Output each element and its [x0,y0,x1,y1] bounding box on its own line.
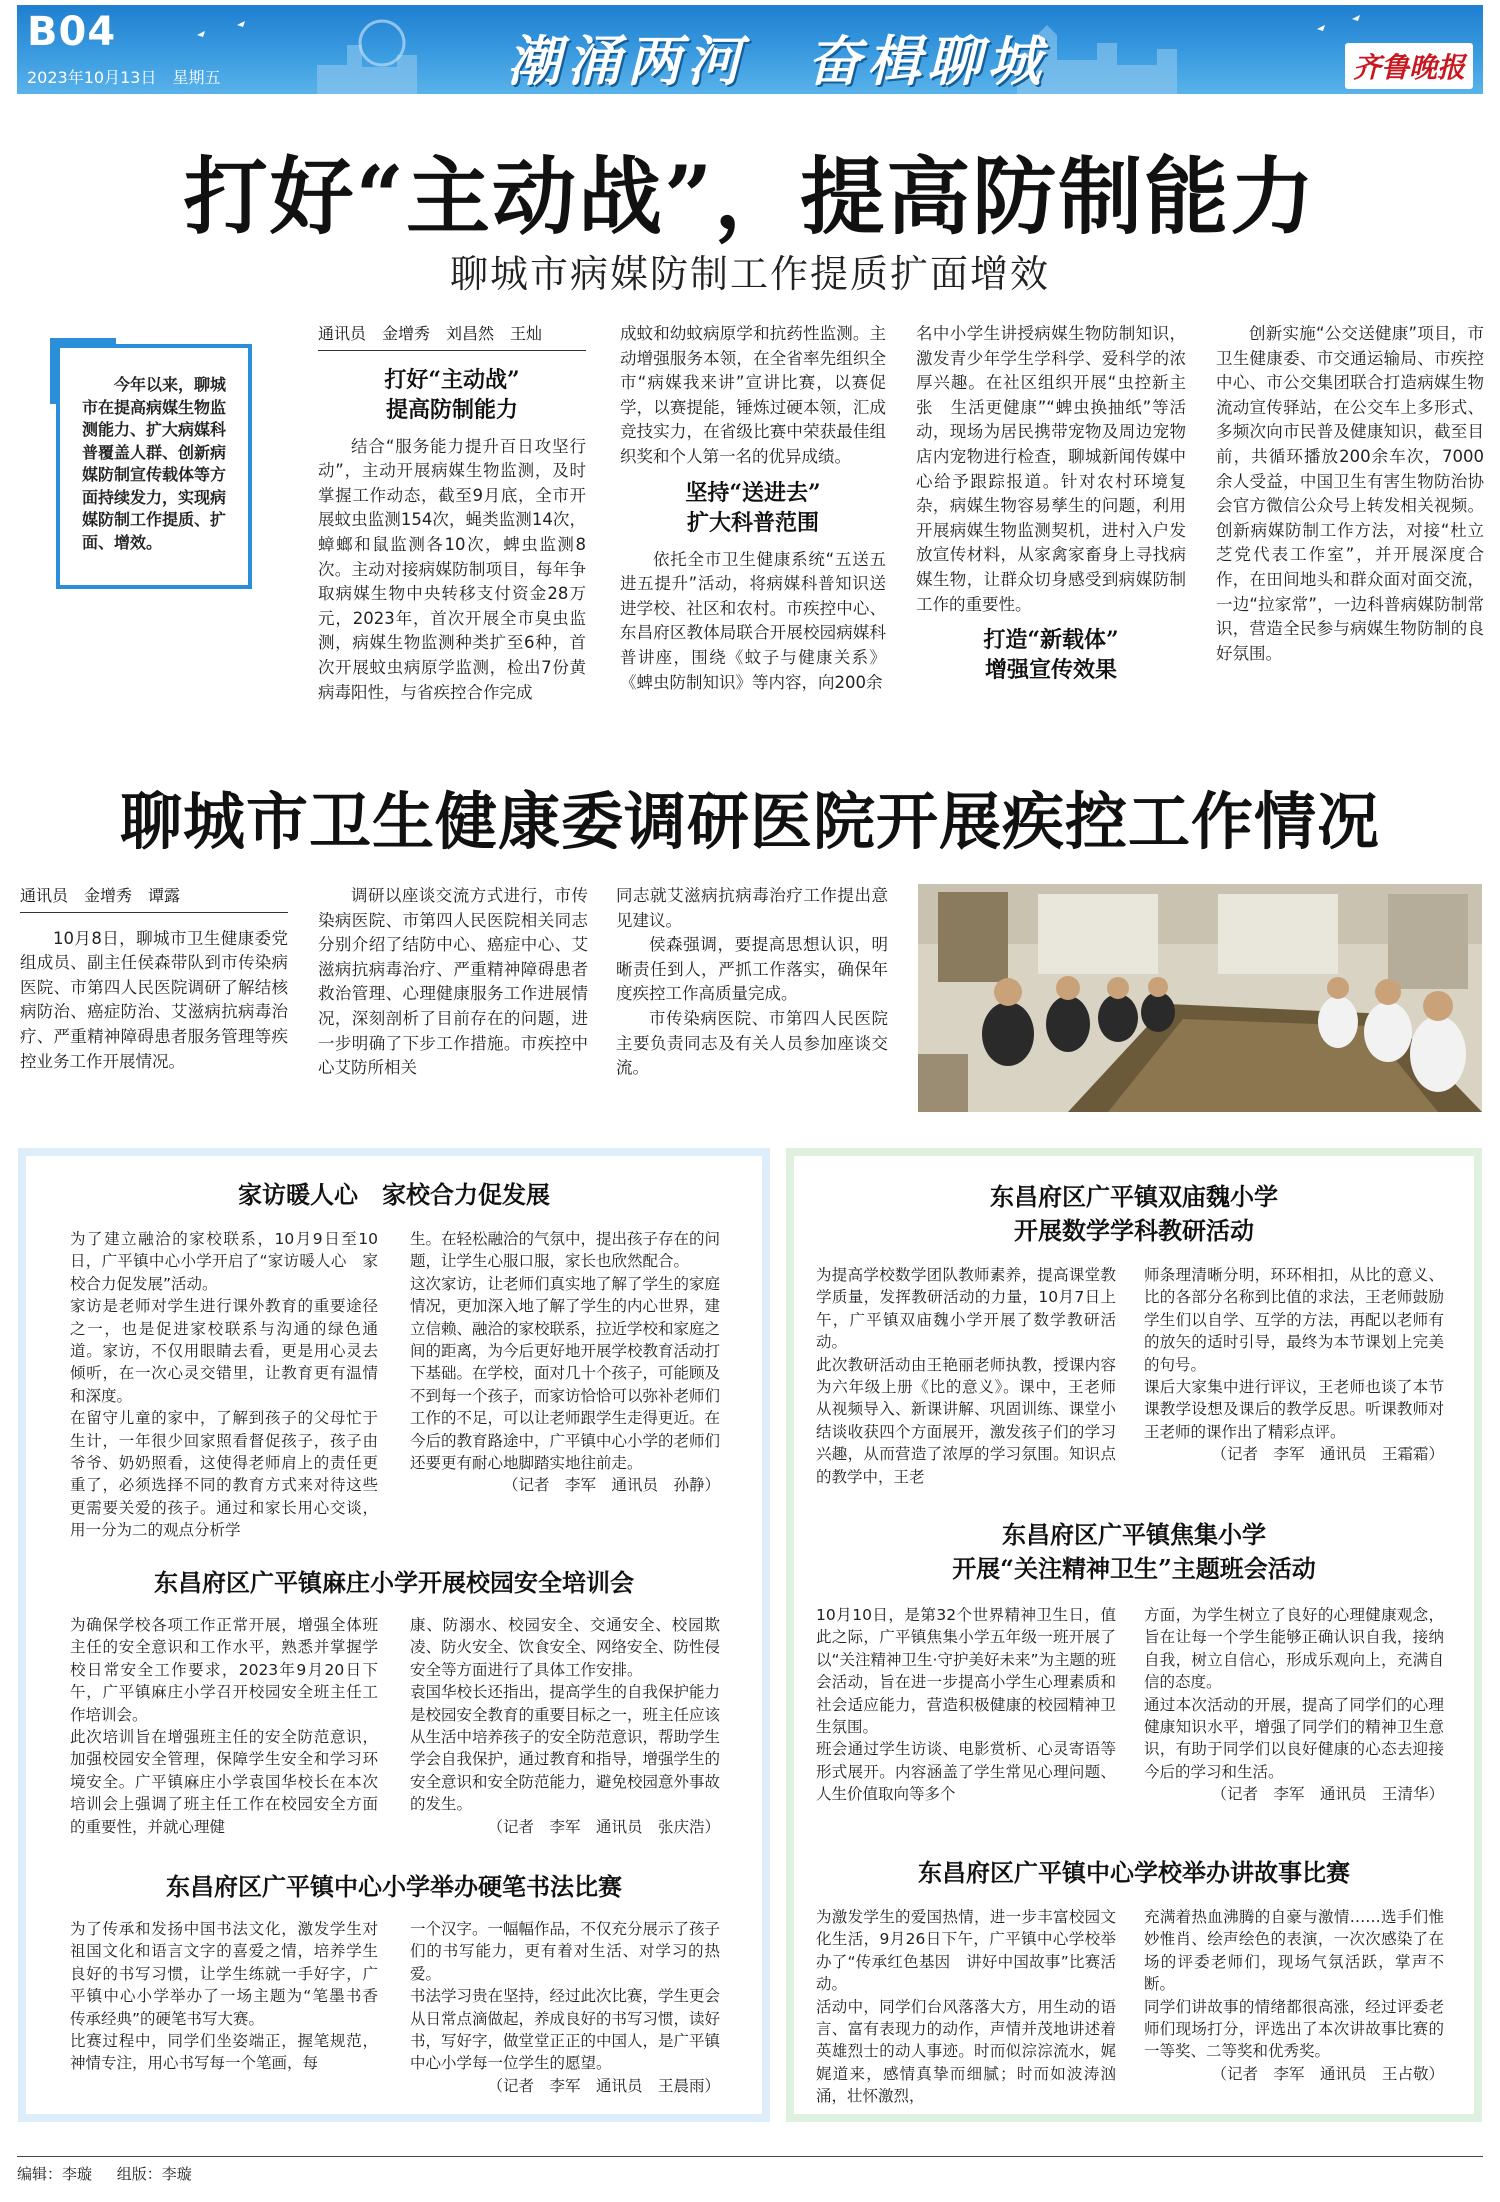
article2-column-3 [616,884,888,1081]
right-article-2-title: 东昌府区广平镇焦集小学 开展“关注精神卫生”主题班会活动 [952,1520,1316,1583]
right-news-box [786,1148,1482,2122]
editor-credit: 编辑：李璇 [17,2165,93,2183]
left-news-box-inner [26,1156,762,2114]
left-article-3-column-2 [410,1918,720,2097]
right-article-2-column-2 [1144,1604,1444,1806]
left-article-2-text: 康、防溺水、校园安全、交通安全、校园欺凌、防火安全、饮食安全、网络安全、防性侵安全等方面进行了具体工作安排。 袁国华校长还指出，提高学生的自我保护能力是校园安全教育的重要目标之一，班主任应该从生活中培养孩子的安全防范意识，帮助学生学会自我保护，通过教育和指导，增强学生的安全意识和安全防范能力，避免校园意外事故的发生。 [410,1616,721,1814]
right-article-1-column-2 [1144,1264,1444,1466]
article1-paragraph: 成蚊和幼蚊病原学和抗药性监测。主动增强服务本领，在全省率先组织全市“病媒我来讲”宣讲比赛，以赛促学，以赛提能，锤炼过硬本领，汇成竞技实力，在省级比赛中荣获最佳组织奖和个人第一名的优异成绩。 [620,324,886,466]
right-article-3-text: 充满着热血沸腾的自豪与激情……选手们惟妙惟肖、绘声绘色的表演，一次次感染了在场的评委老师们，现场气氛活跃，掌声不断。 同学们讲故事的情绪都很高涨，经过评委老师们现场打分，评选出了本次讲故事比赛的一等奖、二等奖和优秀奖。 [1144,1908,1444,2061]
lead-summary-box [56,344,252,589]
article1-byline: 通讯员 金增秀 刘昌然 王灿 [318,322,586,351]
left-article-1-signature: （记者 李军 通讯员 孙静） [502,1476,720,1495]
right-article-1-column-1: 为提高学校数学团队教师素养，提高课堂教学质量，发挥教研活动的力量，10月7日上午，广平镇双庙魏小学开展了数学教研活动。 此次教研活动由王艳丽老师执教，授课内容为六年级上册《比的意义》。课中，王老师从视频导入、新课讲解、巩固训练、课堂小结谈收获四个方面展开，激发孩子们的学习兴趣，从而营造了浓厚的学习氛围。知识点的教学中，王老 [816,1266,1116,1486]
right-article-2-column-1: 10月10日，是第32个世界精神卫生日，值此之际，广平镇焦集小学五年级一班开展了以“关注精神卫生·守护美好未来”为主题的班会活动，旨在进一步提高小学生心理素质和社会适应能力，营造积极健康的校园精神卫生氛围。 班会通过学生访谈、电影赏析、心灵寄语等形式展开。内容涵盖了学生常见心理问题、人生价值取向等多个 [816,1606,1116,1804]
right-article-2-signature: （记者 李军 通讯员 王清华） [1211,1785,1444,1804]
left-article-2-title: 东昌府区广平镇麻庄小学开展校园安全培训会 [154,1568,634,1597]
article1-subheading-3: 打造“新载体” 增强宣传效果 [983,627,1119,684]
headline-main: 打好“主动战”，提高防制能力 [183,147,1317,246]
left-article-1-column-2 [410,1228,720,1497]
right-article-3-column-1: 为激发学生的爱国热情，进一步丰富校园文化生活，9月26日下午，广平镇中心学校举办了“传承红色基因 讲好中国故事”比赛活动。 活动中，同学们台风落落大方，用生动的语言、富有表现力的动作，声情并茂地讲述着英雄烈士的动人事迹。时而似淙淙流水，娓娓道来，感情真挚而细腻；时而如波涛汹涌，壮怀激烈， [816,1908,1116,2106]
left-article-3-title: 东昌府区广平镇中心小学举办硬笔书法比赛 [166,1872,622,1901]
left-article-1-text: 生。在轻松融洽的气氛中，提出孩子存在的问题，让学生心服口服，家长也欣然配合。 这次家访，让老师们真实地了解了学生的家庭情况，更加深入地了解了学生的内心世界，建立信赖、融洽的家校联系，拉近学校和家庭之间的距离，为今后更好地开展学校教育活动打下基础。在学校，面对几十个孩子，可能顾及不到每一个孩子，而家访恰恰可以弥补老师们工作的不足，可以让老师跟学生走得更近。在今后的教育路途中，广平镇中心小学的老师们还要更有耐心地脚踏实地往前走。 [410,1230,721,1473]
article2-paragraph: 同志就艾滋病抗病毒治疗工作提出意见建议。 [616,886,888,930]
article1-column-2 [620,322,886,695]
left-article-2-column-1: 为确保学校各项工作正常开展，增强全体班主任的安全意识和工作水平，熟悉并掌握学校日常安全工作要求，2023年9月20日下午，广平镇麻庄小学召开校园安全班主任工作培训会。 此次培训旨在增强班主任的安全防范意识，加强校园安全管理，保障学生安全和学习环境安全。广平镇麻庄小学袁国华校长在本次培训会上强调了班主任工作在校园安全方面的重要性，并就心理健 [70,1616,378,1836]
article1-column-3 [916,322,1186,695]
article1-paragraph: 创新实施“公交送健康”项目，市卫生健康委、市交通运输局、市疾控中心、市公交集团联合打造病媒生物流动宣传驿站，在公交车上多形式、多频次向市民普及健康知识，截至目前，共循环播放200余车次，7000余人受益，中国卫生有害生物防治协会官方微信公众号上转发相关视频。创新病媒防制工作方法，对接“杜立芝党代表工作室”，并开展深度合作，在田间地头和群众面对面交流，一边“拉家常”，一边科普病媒防制常识，营造全民参与病媒生物防制的良好氛围。 [1216,324,1484,663]
article1-paragraph: 依托全市卫生健康系统“五送五进五提升”活动，将病媒科普知识送进学校、社区和农村。市疾控中心、东昌府区教体局联合开展校园病媒科普讲座，围绕《蚊子与健康关系》《蜱虫防制知识》等内容，向200余 [620,549,886,692]
left-article-2-column-2 [410,1614,720,1838]
right-article-1-signature: （记者 李军 通讯员 王霜霜） [1211,1445,1444,1464]
article1-paragraph: 名中小学生讲授病媒生物防制知识，激发青少年学生学科学、爱科学的浓厚兴趣。在社区组织开展“虫控新主张 生活更健康”“蜱虫换抽纸”等活动，现场为居民携带宠物及周边宠物店内宠物进行检查，聊城新闻传媒中心给予跟踪报道。针对农村环境复杂，病媒生物容易孳生的问题，利用开展病媒生物监测契机，进村入户发放宣传材料，从家禽家畜身上寻找病媒生物，让群众切身感受到病媒防制工作的重要性。 [916,324,1186,614]
left-article-2-signature: （记者 李军 通讯员 张庆浩） [487,1817,720,1836]
article1-column-1 [318,322,586,705]
article1-subheading-2: 坚持“送进去” 扩大科普范围 [685,479,821,536]
masthead-band [17,5,1483,94]
left-article-3-text: 一个汉字。一幅幅作品，不仅充分展示了孩子们的书写能力，更有着对生活、对学习的热爱。 书法学习贵在坚持，经过此次比赛，学生更会从日常点滴做起，养成良好的书写习惯，读好书，写好字，做堂堂正正的中国人，是广平镇中心小学每一位学生的愿望。 [410,1920,721,2073]
article2-paragraph: 10月8日，聊城市卫生健康委党组成员、副主任侯森带队到市传染病医院、市第四人民医院调研了解结核病防治、癌症防治、艾滋病抗病毒治疗、严重精神障碍患者服务管理等疾控业务工作开展情况。 [20,928,288,1071]
right-article-3-signature: （记者 李军 通讯员 王占敬） [1211,2064,1444,2083]
article2-column-2 [318,884,588,1081]
right-article-1-text: 师条理清晰分明，环环相扣，从比的意义、比的各部分名称到比值的求法，王老师鼓励学生们以自学、互学的方法，再配以老师有的放矢的适时引导，最终为本节课划上完美的句号。 课后大家集中进行评议，王老师也谈了本节课教学设想及课后的教学反思。听课教师对王老师的课作出了精彩点评。 [1144,1266,1444,1441]
article1-column-4 [1216,322,1484,666]
right-article-2-text: 方面，为学生树立了良好的心理健康观念，旨在让每一个学生能够正确认识自我，接纳自我，树立自信心，形成乐观向上，充满自信的态度。 通过本次活动的开展，提高了同学们的心理健康知识水平，增强了同学们的精神卫生意识，有助于同学们以良好健康的心态去迎接今后的学习和生活。 [1144,1606,1444,1781]
left-news-box [18,1148,770,2122]
lead-summary-text: 今年以来，聊城市在提高病媒生物监测能力、扩大病媒科普覆盖人群、创新病媒防制宣传载体等方面持续发力，实现病媒防制工作提质、扩面、增效。 [82,375,227,552]
meeting-photo [918,884,1482,1112]
article1-subheading-1: 打好“主动战” 提高防制能力 [384,366,520,423]
right-article-1-title: 东昌府区广平镇双庙魏小学 开展数学学科教研活动 [990,1182,1278,1245]
article2-byline: 通讯员 金增秀 谭露 [20,884,288,913]
newspaper-logo: 齐鲁晚报 [1345,43,1473,89]
column-slogan: 潮涌两河 奋楫聊城 [507,29,1047,93]
left-article-3-column-1: 为了传承和发扬中国书法文化，激发学生对祖国文化和语言文字的喜爱之情，培养学生良好的书写习惯，让学生练就一手好字，广平镇中心小学举办了一场主题为“笔墨书香 传承经典”的硬笔书写大赛。 比赛过程中，同学们坐姿端正，握笔规范，神情专注，用心书写每一个笔画，每 [70,1920,378,2073]
issue-date: 2023年10月13日 星期五 [27,68,221,87]
article1-paragraph: 结合“服务能力提升百日攻坚行动”，主动开展病媒生物监测，及时掌握工作动态，截至9月底，全市开展蚊虫监测154次，蝇类监测14次，蟑螂和鼠监测各10次，蜱虫监测8次。主动对接病媒防制项目，每年争取病媒生物中央转移支付资金28万元，2023年，首次开展全市臭虫监测，病媒生物监测种类扩至6种，首次开展蚊虫病原学监测，检出7份黄病毒阳性，与省疾控合作完成 [318,436,586,702]
left-article-1-title: 家访暖人心 家校合力促发展 [238,1180,550,1209]
article2-paragraph: 市传染病医院、市第四人民医院主要负责同志及有关人员参加座谈交流。 [616,1008,888,1078]
meeting-photo-illustration [918,884,1482,1112]
layout-credit: 组版：李璇 [116,2165,192,2183]
left-article-3-signature: （记者 李军 通讯员 王晨雨） [487,2076,720,2095]
right-article-3-title: 东昌府区广平镇中心学校举办讲故事比赛 [918,1858,1350,1887]
right-article-3-column-2 [1144,1906,1444,2085]
article2-column-1 [20,884,288,1074]
headline-second: 聊城市卫生健康委调研医院开展疾控工作情况 [119,785,1380,858]
left-article-1-column-1: 为了建立融洽的家校联系，10月9日至10日，广平镇中心小学开启了“家访暖人心 家校合力促发展”活动。 家访是老师对学生进行课外教育的重要途径之一，也是促进家校联系与沟通的绿色通道。家访，不仅用眼睛去看，更是用心灵去倾听，在一次心灵交错里，让教育更有温情和深度。 在留守儿童的家中，了解到孩子的父母忙于生计，一年很少回家照看督促孩子，孩子由爷爷、奶奶照看，这使得老师肩上的责任更重了，必须选择不同的教育方式来对待这些更需要关爱的孩子。通过和家长用心交谈，用一分为二的观点分析学 [70,1230,378,1540]
headline-subtitle: 聊城市病媒防制工作提质扩面增效 [449,252,1050,296]
page-footer [17,2156,1483,2184]
article2-paragraph: 侯森强调，要提高思想认识，明晰责任到人，严抓工作落实，确保年度疾控工作高质量完成。 [616,935,888,1004]
page-number: B04 [27,9,117,55]
article2-paragraph: 调研以座谈交流方式进行，市传染病医院、市第四人民医院相关同志分别介绍了结防中心、癌症中心、艾滋病抗病毒治疗、严重精神障碍患者救治管理、心理健康服务工作进展情况，深刻剖析了目前存在的问题，进一步明确了下步工作措施。市疾控中心艾防所相关 [318,886,588,1078]
right-news-box-inner [794,1156,1474,2114]
